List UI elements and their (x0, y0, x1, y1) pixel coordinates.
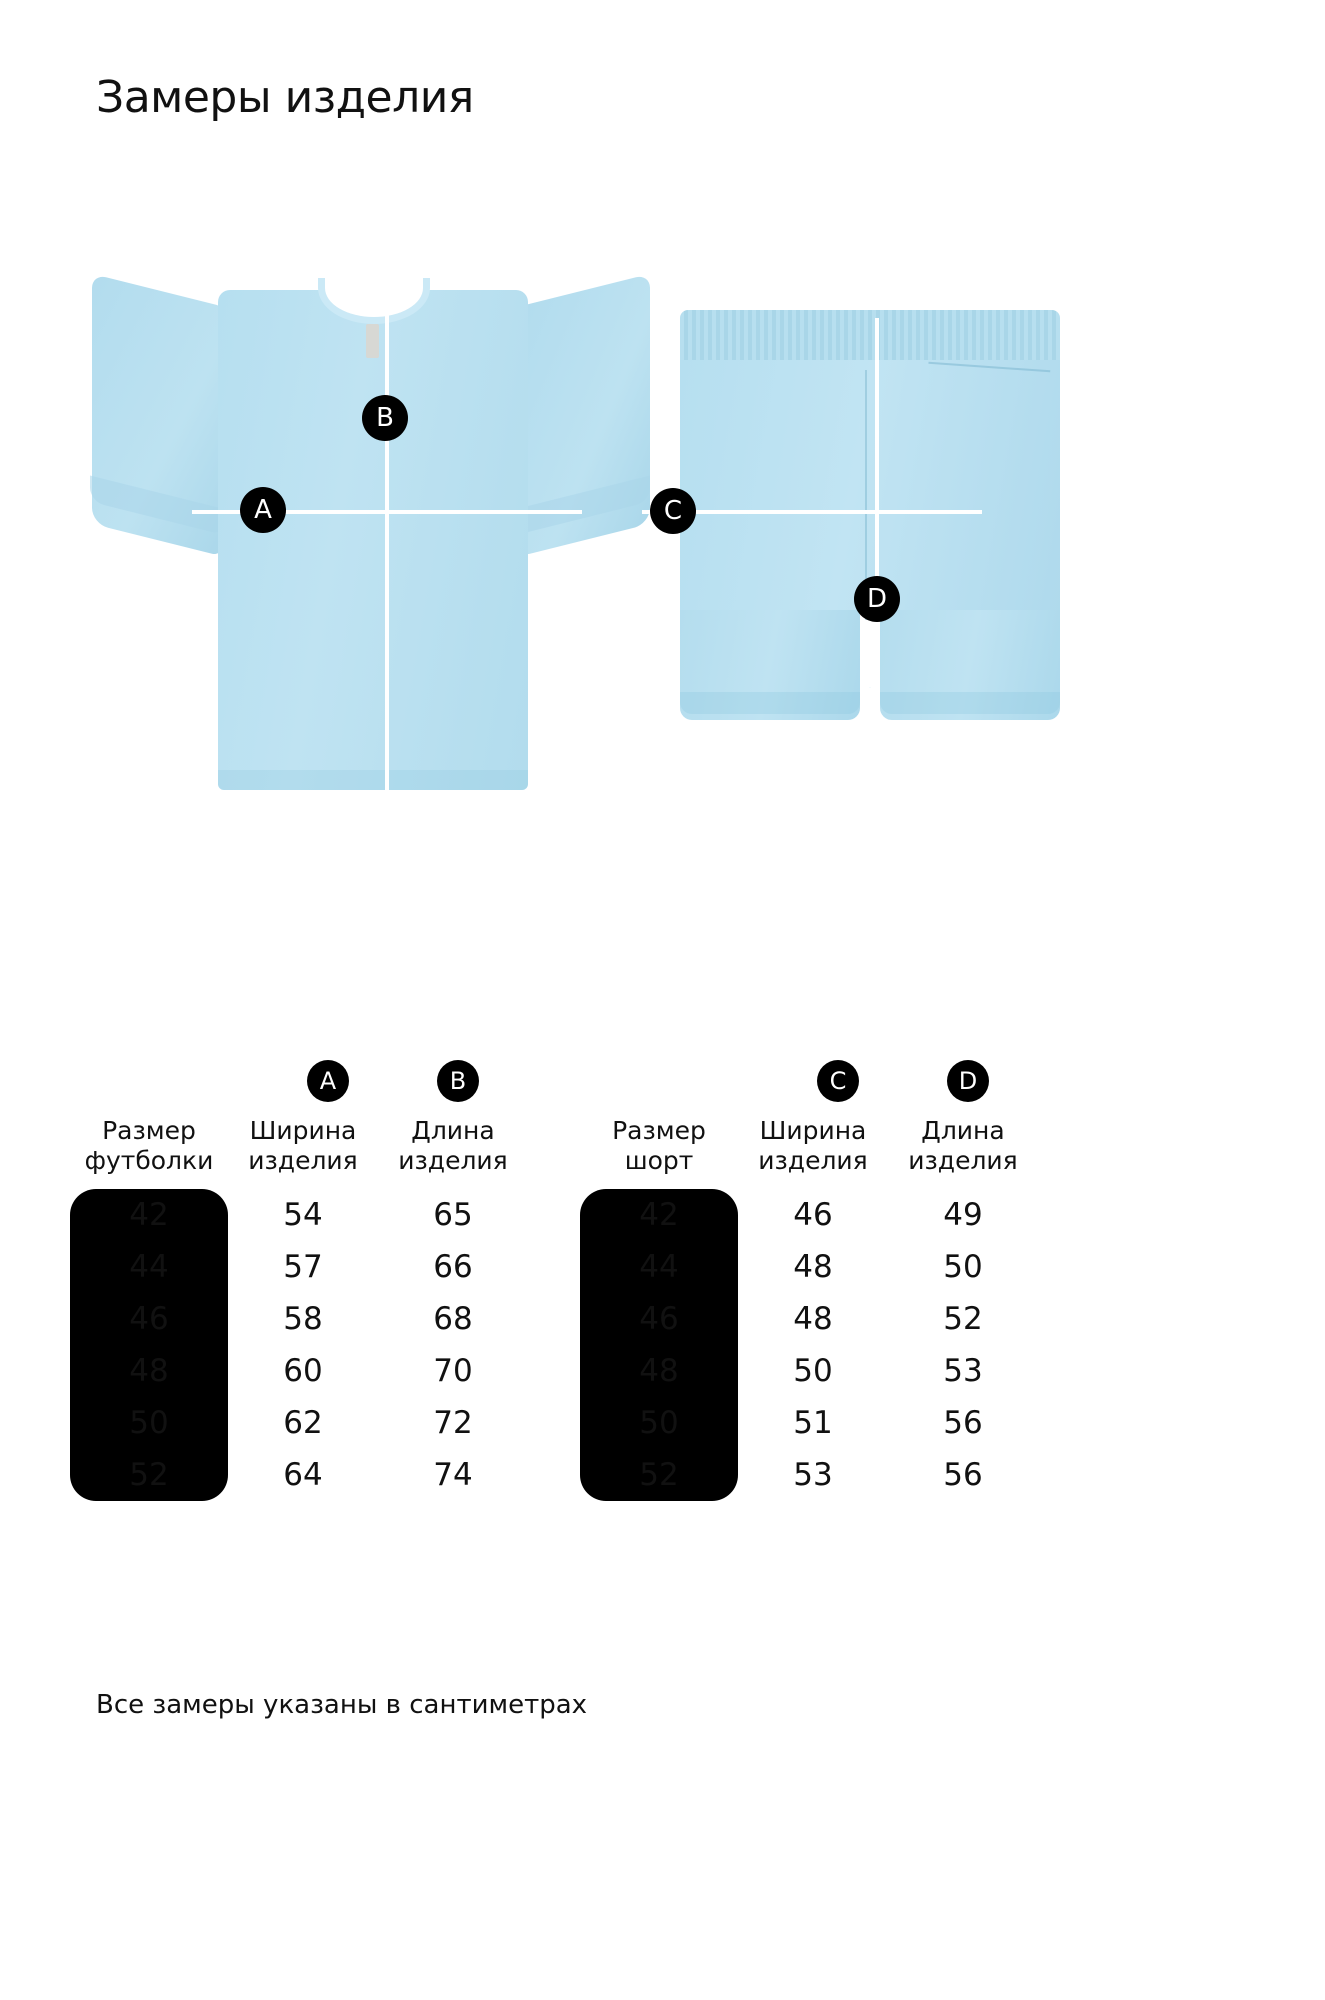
tshirt-table-badges (70, 1060, 528, 1106)
cell-width: 60 (283, 1353, 323, 1389)
table-badge-c: C (817, 1060, 859, 1102)
cell-length: 56 (943, 1405, 983, 1441)
shorts-table-badges (580, 1060, 1038, 1106)
cell-width: 50 (793, 1353, 833, 1389)
cell-size: 42 (580, 1189, 738, 1241)
header-length: Длина изделия (908, 1116, 1018, 1175)
page-title: Замеры изделия (96, 72, 474, 123)
cell-width: 64 (283, 1457, 323, 1493)
table-header-row (580, 1116, 1038, 1189)
cell-length: 68 (433, 1301, 473, 1337)
cell-length: 66 (433, 1249, 473, 1285)
cell-size: 50 (70, 1397, 228, 1449)
tshirt-length-guide (385, 272, 389, 790)
marker-badge-d: D (854, 576, 900, 622)
cell-width: 62 (283, 1405, 323, 1441)
shorts-hem-right (880, 692, 1060, 714)
shorts-waistband (680, 310, 1060, 360)
shorts-length-guide (875, 318, 879, 738)
cell-width: 48 (793, 1301, 833, 1337)
cell-length: 56 (943, 1457, 983, 1493)
table-row (580, 1293, 1038, 1345)
marker-badge-a: A (240, 487, 286, 533)
cell-width: 54 (283, 1197, 323, 1233)
table-header-row (70, 1116, 528, 1189)
cell-width: 46 (793, 1197, 833, 1233)
cell-length: 52 (943, 1301, 983, 1337)
cell-size: 50 (580, 1397, 738, 1449)
marker-badge-b: B (362, 395, 408, 441)
table-row (70, 1189, 528, 1241)
tshirt-table (70, 1116, 528, 1501)
cell-size: 46 (70, 1293, 228, 1345)
header-size: Размер шорт (612, 1116, 706, 1175)
table-row (70, 1293, 528, 1345)
shorts-size-table (580, 1060, 1038, 1501)
tshirt-size-table (70, 1060, 528, 1501)
header-length: Длина изделия (398, 1116, 508, 1175)
table-row (580, 1189, 1038, 1241)
cell-length: 50 (943, 1249, 983, 1285)
table-row (580, 1449, 1038, 1501)
header-size: Размер футболки (84, 1116, 214, 1175)
table-row (70, 1241, 528, 1293)
cell-size: 48 (580, 1345, 738, 1397)
cell-length: 49 (943, 1197, 983, 1233)
tshirt-label-tag (366, 324, 379, 358)
table-row (580, 1345, 1038, 1397)
table-badge-a: A (307, 1060, 349, 1102)
cell-width: 51 (793, 1405, 833, 1441)
cell-size: 52 (580, 1449, 738, 1501)
table-badge-b: B (437, 1060, 479, 1102)
cell-size: 44 (70, 1241, 228, 1293)
shorts-table (580, 1116, 1038, 1501)
shorts-hem-left (680, 692, 860, 714)
header-width: Ширина изделия (758, 1116, 868, 1175)
cell-size: 48 (70, 1345, 228, 1397)
cell-length: 65 (433, 1197, 473, 1233)
cell-width: 57 (283, 1249, 323, 1285)
table-row (70, 1345, 528, 1397)
cell-width: 48 (793, 1249, 833, 1285)
cell-size: 46 (580, 1293, 738, 1345)
table-row (580, 1241, 1038, 1293)
cell-width: 58 (283, 1301, 323, 1337)
table-row (70, 1397, 528, 1449)
cell-length: 70 (433, 1353, 473, 1389)
cell-width: 53 (793, 1457, 833, 1493)
table-badge-d: D (947, 1060, 989, 1102)
garment-illustration (0, 260, 1325, 840)
tshirt-illustration (50, 260, 710, 930)
shorts-illustration (660, 310, 1280, 930)
tshirt-body (218, 290, 528, 790)
marker-badge-c: C (650, 488, 696, 534)
cell-size: 42 (70, 1189, 228, 1241)
cell-length: 72 (433, 1405, 473, 1441)
units-footnote: Все замеры указаны в сантиметрах (96, 1690, 588, 1720)
cell-length: 74 (433, 1457, 473, 1493)
table-row (70, 1449, 528, 1501)
cell-size: 52 (70, 1449, 228, 1501)
table-row (580, 1397, 1038, 1449)
header-width: Ширина изделия (248, 1116, 358, 1175)
cell-length: 53 (943, 1353, 983, 1389)
cell-size: 44 (580, 1241, 738, 1293)
